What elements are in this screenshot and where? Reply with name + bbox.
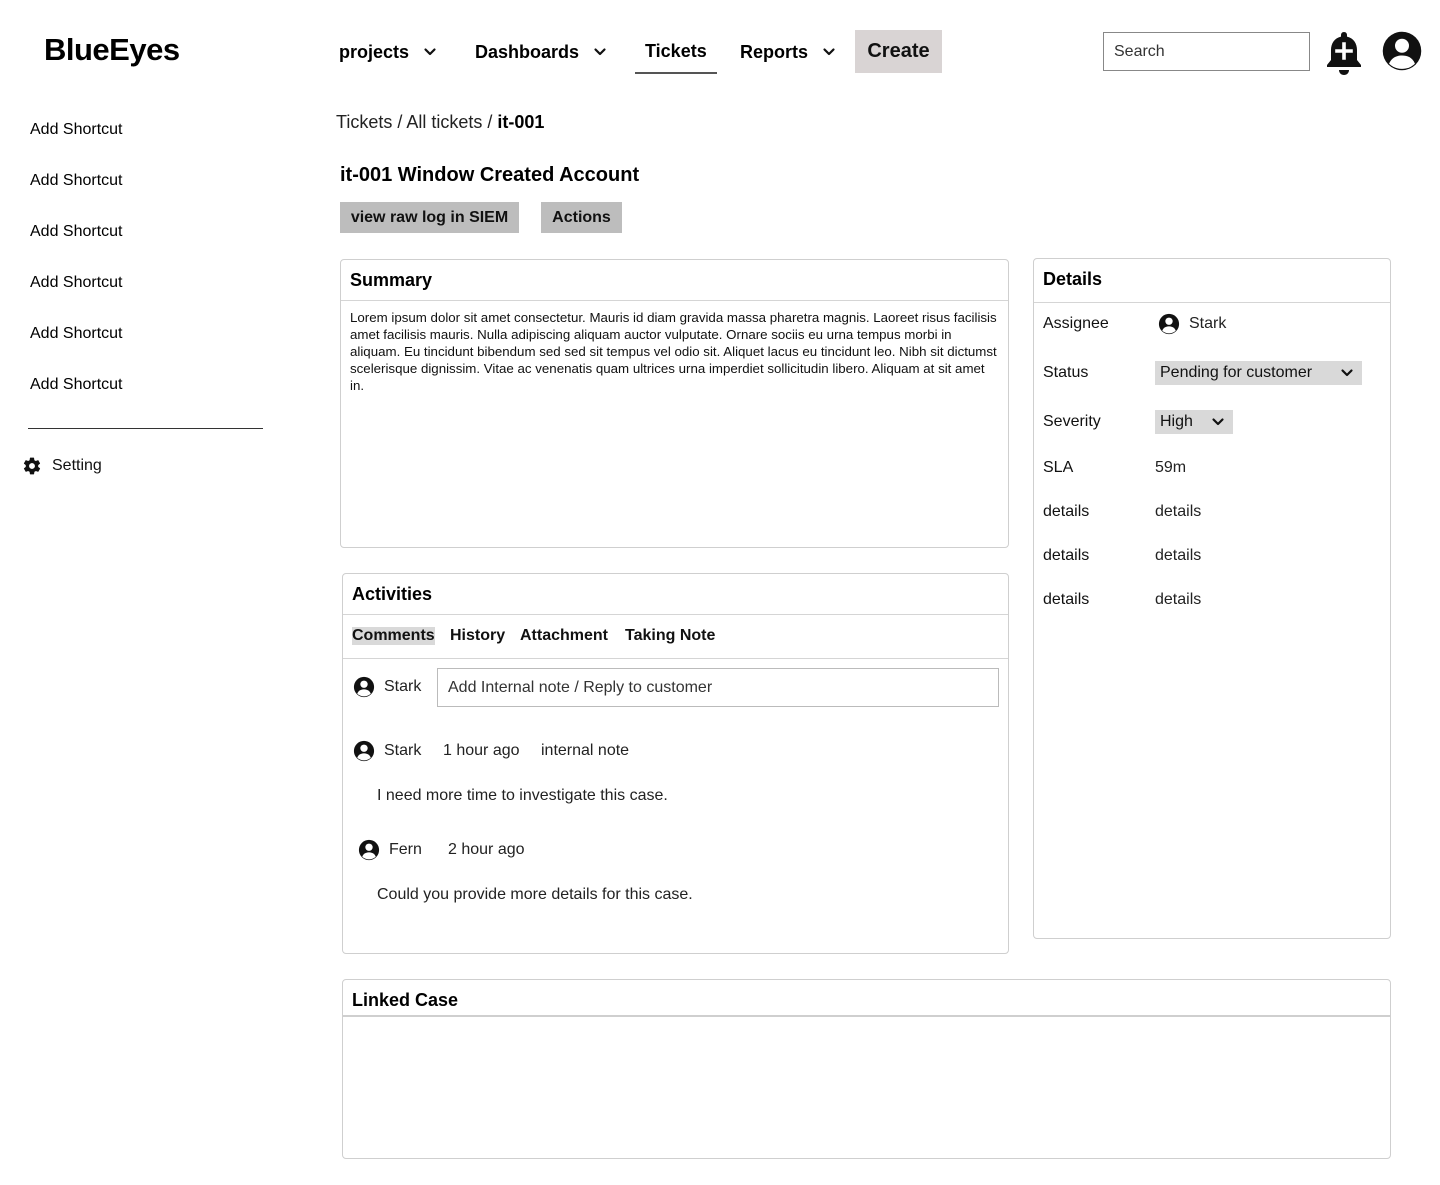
- user-avatar-icon: [358, 839, 380, 861]
- tab-comments[interactable]: Comments: [352, 627, 435, 644]
- comment-body: Could you provide more details for this case.: [377, 886, 693, 903]
- comment-input-box[interactable]: [437, 668, 999, 707]
- details-divider: [1034, 302, 1390, 303]
- status-dropdown[interactable]: [1155, 361, 1362, 385]
- detail-row-label: details: [1043, 591, 1090, 608]
- nav-tickets-label: Tickets: [645, 40, 707, 61]
- actions-button[interactable]: Actions: [541, 202, 622, 233]
- current-user-name: Stark: [384, 678, 422, 695]
- comment-time: 1 hour ago: [443, 742, 520, 759]
- page-title: it-001 Window Created Account: [340, 164, 640, 186]
- nav-reports-label: Reports: [740, 41, 809, 62]
- details-title: Details: [1043, 269, 1103, 289]
- linked-case-title: Linked Case: [352, 990, 459, 1010]
- search-box[interactable]: [1103, 32, 1310, 71]
- tab-attachment[interactable]: Attachment: [520, 627, 609, 644]
- assignee-value[interactable]: Stark: [1189, 315, 1227, 332]
- chevron-down-icon: [822, 45, 836, 59]
- sidebar-setting[interactable]: [22, 456, 102, 476]
- comment-tag: internal note: [541, 742, 630, 759]
- activities-divider: [343, 614, 1008, 615]
- chevron-down-icon: [593, 45, 607, 59]
- detail-row-value: details: [1155, 547, 1202, 564]
- sidebar-divider: [28, 428, 263, 429]
- nav-reports[interactable]: [740, 40, 836, 64]
- nav-tickets[interactable]: [635, 40, 717, 74]
- status-label: Status: [1043, 364, 1089, 381]
- user-avatar-icon: [353, 676, 375, 698]
- detail-row-value: details: [1155, 503, 1202, 520]
- summary-divider: [341, 300, 1008, 301]
- setting-label: Setting: [52, 457, 102, 474]
- summary-panel: [340, 259, 1009, 548]
- sla-label: SLA: [1043, 459, 1074, 476]
- nav-dashboards-label: Dashboards: [475, 41, 580, 62]
- severity-label: Severity: [1043, 413, 1101, 430]
- tabs-divider: [343, 658, 1008, 659]
- app-logo[interactable]: BlueEyes: [44, 32, 180, 67]
- chevron-down-icon: [423, 45, 437, 59]
- severity-dropdown[interactable]: [1155, 410, 1233, 434]
- linked-case-divider: [343, 1015, 1390, 1017]
- sidebar-shortcut-1[interactable]: Add Shortcut: [30, 121, 123, 138]
- sidebar-shortcut-6[interactable]: Add Shortcut: [30, 376, 123, 393]
- linked-case-panel: [342, 979, 1391, 1159]
- status-value: Pending for customer: [1160, 364, 1313, 381]
- nav-projects-label: projects: [339, 41, 410, 62]
- sidebar-shortcut-5[interactable]: Add Shortcut: [30, 325, 123, 342]
- breadcrumb-current: it-001: [497, 112, 545, 132]
- tab-taking-note[interactable]: Taking Note: [625, 627, 716, 644]
- nav-projects[interactable]: [339, 40, 437, 64]
- create-button[interactable]: Create: [855, 30, 942, 73]
- notification-bell-icon[interactable]: [1324, 30, 1364, 76]
- summary-text: Lorem ipsum dolor sit amet consectetur. Mauris id diam gravida massa pharetra magnis. Laoreet risus facilisis amet facilisis mauris. Nulla adipiscing aliquam auctor vulputate. Ornare sociis eu urna tempus morbi in aliquam. Eu tincidunt bibendum sed sed sit tempus vel odio sit. Aliquet lacus eu tincidunt leo. Nibh sit dictumst scelerisque dignissim. Vitae ac venenatis quam ultrices urna imperdiet sollicitudin libero. Aliquam at sit amet in.: [350, 310, 997, 393]
- sidebar-shortcut-3[interactable]: Add Shortcut: [30, 223, 123, 240]
- breadcrumb-tickets[interactable]: Tickets: [336, 112, 393, 132]
- comment-time: 2 hour ago: [448, 841, 525, 858]
- summary-title: Summary: [350, 270, 433, 290]
- tab-history[interactable]: History: [450, 627, 506, 644]
- severity-value: High: [1160, 413, 1193, 430]
- sla-value: 59m: [1155, 459, 1187, 476]
- detail-row-label: details: [1043, 547, 1090, 564]
- nav-dashboards[interactable]: [475, 40, 607, 64]
- detail-row-label: details: [1043, 503, 1090, 520]
- assignee-label: Assignee: [1043, 315, 1109, 332]
- breadcrumb: [336, 112, 544, 133]
- activities-title: Activities: [352, 584, 433, 604]
- user-avatar-icon: [1158, 313, 1180, 335]
- comment-body: I need more time to investigate this case.: [377, 787, 668, 804]
- user-avatar-icon[interactable]: [1381, 30, 1423, 72]
- sidebar-shortcut-4[interactable]: Add Shortcut: [30, 274, 123, 291]
- detail-row-value: details: [1155, 591, 1202, 608]
- sidebar-shortcut-2[interactable]: Add Shortcut: [30, 172, 123, 189]
- breadcrumb-separator: /: [392, 112, 407, 132]
- search-input[interactable]: [1114, 43, 1321, 61]
- view-raw-log-button[interactable]: view raw log in SIEM: [340, 202, 519, 233]
- chevron-down-icon: [1211, 415, 1225, 429]
- breadcrumb-all-tickets[interactable]: All tickets: [406, 112, 483, 132]
- comment-author: Fern: [389, 841, 422, 858]
- gear-icon: [22, 456, 42, 476]
- breadcrumb-separator: /: [482, 112, 498, 132]
- comment-input[interactable]: [448, 679, 988, 697]
- comment-author: Stark: [384, 742, 422, 759]
- chevron-down-icon: [1340, 366, 1354, 380]
- user-avatar-icon: [353, 740, 375, 762]
